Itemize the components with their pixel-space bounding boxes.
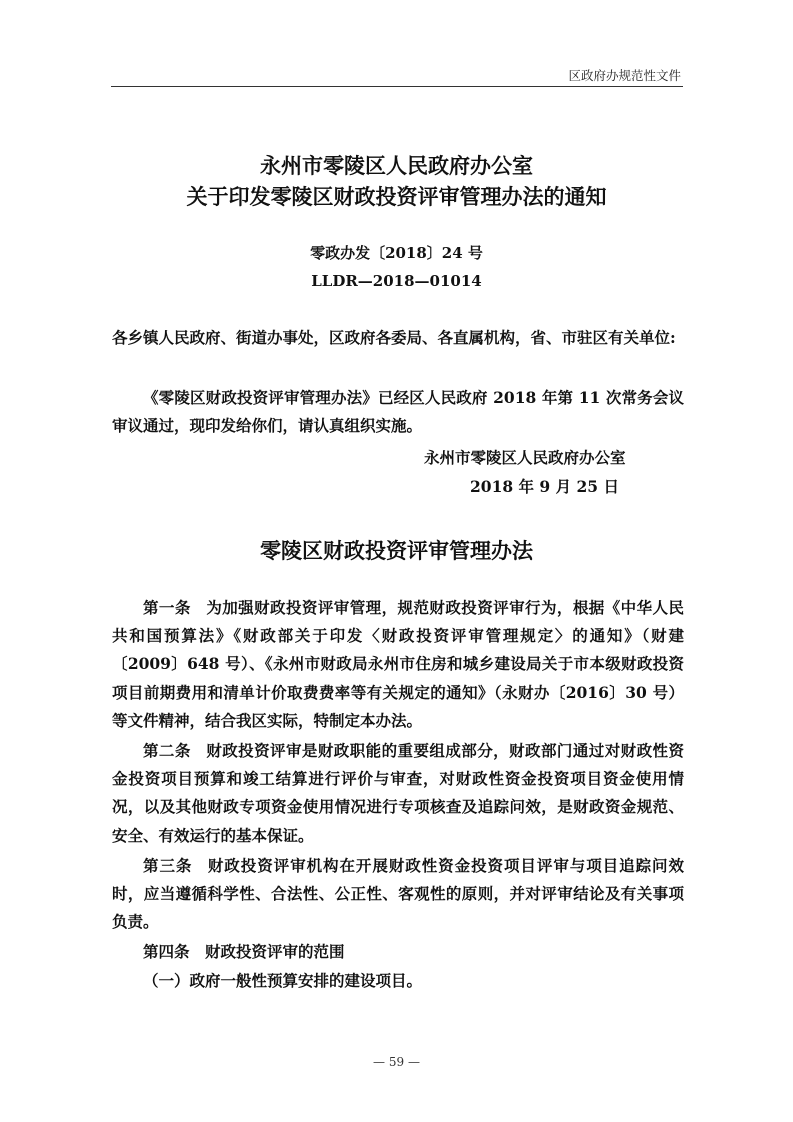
article-1	[112, 594, 684, 735]
article-label: 第四条	[143, 942, 190, 961]
article-text: 财政投资评审是财政职能的重要组成部分，财政部门通过对财政性资金投资项目预算和竣工结算进行评价与审查，对财政性资金投资项目资金使用情况，以及其他财政专项资金使用情况进行专项核查及追踪问效，是财政资金规范、安全、有效运行的基本保证。	[112, 741, 684, 845]
notice-addressee: 各乡镇人民政府、街道办事处，区政府各委局、各直属机构，省、市驻区有关单位:	[112, 328, 676, 347]
notice-title-line1: 永州市零陵区人民政府办公室	[260, 154, 533, 178]
article-3	[112, 852, 684, 937]
regulation-title: 零陵区财政投资评审管理办法	[260, 539, 533, 563]
notice-title-line2: 关于印发零陵区财政投资评审管理办法的通知	[186, 185, 607, 209]
page-number: — 59 —	[373, 1055, 420, 1069]
reg-number: LLDR—2018—01014	[311, 272, 482, 290]
article-label: 第一条	[143, 598, 191, 617]
notice-body: 《零陵区财政投资评审管理办法》已经区人民政府 2018 年第 11 次常务会议审议通过，现印发给你们，请认真组织实施。	[112, 388, 684, 436]
doc-number: 零政办发〔2018〕24 号	[310, 244, 483, 262]
article-2	[112, 737, 684, 850]
article-label: 第三条	[143, 856, 193, 875]
article-4-item-1: （一）政府一般性预算安排的建设项目。	[143, 971, 423, 990]
header-label: 区政府办规范性文件	[568, 68, 681, 83]
article-4	[112, 938, 684, 966]
article-text: 财政投资评审的范围	[205, 942, 345, 961]
article-label: 第二条	[143, 741, 191, 760]
signature-org: 永州市零陵区人民政府办公室	[424, 448, 626, 467]
signature-date: 2018 年 9 月 25 日	[470, 477, 619, 496]
header-rule	[111, 86, 683, 87]
article-text: 财政投资评审机构在开展财政性资金投资项目评审与项目追踪问效时，应当遵循科学性、合法性、公正性、客观性的原则，并对评审结论及有关事项负责。	[112, 856, 684, 932]
article-text: 为加强财政投资评审管理，规范财政投资评审行为，根据《中华人民共和国预算法》《财政部关于印发〈财政投资评审管理规定〉的通知》（财建〔2009〕648 号）、《永州市财政局永州市住房和城乡建设局关于市本级财政投资项目前期费用和清单计价取费费率等有关规定的通知》（永财办〔2016〕30 号）等文件精神，结合我区实际，特制定本办法。	[112, 598, 684, 730]
